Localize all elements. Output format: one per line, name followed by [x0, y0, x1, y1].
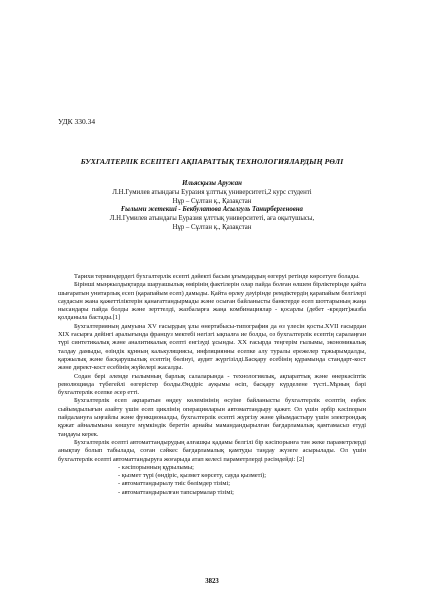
paragraph: Бухгалтерлік есепті автоматтандырудың алғашқы қадамы белгілі бір кәсіпорынға тән жеке параметрлерді анықтау болып табылады, соған сәйкес бағдарламалық қамтуды таңдау жүзеге асырылады. Ол үшін бухгалтерлік есепті автоматтандыруға жоғарыда атап келесі параметрлерді рәсімдейді: [2] — [58, 438, 366, 463]
advisor-city: Нұр – Сұлтан қ., Қазақстан — [172, 223, 252, 231]
author-block — [60, 180, 364, 233]
article-body — [58, 273, 366, 497]
paragraph: Бірінші мыңжылдықтарда шаруашылық өмірінің фактілерін олар пайда болған өлшем бірліктерінде қайта шығаратын унитарлық есеп (қарапайым есеп) дамыды. Қайта өрлеу дәуірінде ремдіктердің қарапайым белгілері саудасын жана қажеттіліктерін қанағаттандырмады және осыған байланысты банктерде есеп шоттарының жаңа нысандары пайда болды және зерттелді, жазбаларға жаңа комбинациялар - қосарлы (дебет -кредит)жазба қолданыла бастады.[1] — [58, 281, 366, 322]
page-number: 3823 — [205, 578, 219, 585]
list-item: - автоматтандырылған тапсырмалар тізімі; — [118, 488, 234, 496]
student-name: Ильясқызы Аружан — [182, 180, 242, 187]
article-title: БУХГАЛТЕРЛІК ЕСЕПТЕГІ АҚПАРАТТЫҚ ТЕХНОЛОГИЯЛАРДЫҢ РӨЛІ — [80, 157, 344, 166]
list-item: - автоматтандырылу тиіс бөлімдер тізімі; — [118, 480, 231, 488]
student-affiliation: Л.Н.Гумилев атындағы Еуразия ұлттық университеті,2 курс студенті — [112, 188, 312, 196]
paragraph: Содан бері әлемде ғылымның барлық салаларында - технологиялық, ақпараттық және өнеркәсіптік революцияда түбегейлі өзгерістер болды.Өндіріс ауқымы өсіп, басқару күрделене түсті..Мұның бәрі бухгалтерлік есепке әсер етті. — [58, 372, 366, 397]
parameter-list — [58, 464, 366, 497]
list-item: - кәсіпорынның құрылымы; — [118, 463, 194, 471]
advisor-name: Ғылыми жетекші - Бекбулатова Асылгуль Танирбергеновна — [121, 206, 303, 214]
student-city: Нұр – Сұлтан қ., Қазақстан — [172, 197, 252, 205]
list-item: - қызмет түрі (өндіріс, қызмет көрсету, сауда қызметі); — [118, 472, 267, 480]
advisor-affiliation: Л.Н.Гумилев атындағы Еуразия ұлттық университеті, аға оқытушысы, — [109, 215, 315, 223]
udk-code: УДК 330.34 — [58, 117, 96, 126]
paragraph: Тарихи терминдердегі бухгалтерлік есепті дәйекті басым ұғымдардың өзгеруі ретінде көрсетуге болады. — [74, 273, 360, 280]
paragraph: Бухгалтерлік есеп ақпаратын өңдеу көлемінінің өсуіне байланысты бухгалтерлік есептің еңбек сыйымдылығын азайту үшін есеп циклінің операцияларын автоматтандыру қажет. Ол үшін әрбір кәсіпорын пайдалануға ыңғайлы және функционалды, бухгалтерлік есепті жүргізу және ұйымдастыру үшін электрондық құжат айналымына көшуге мүмкіндік беретін арнайы мамандандырылған бағдарламалық қамтамасыз етуді таңдауы керек. — [58, 397, 366, 438]
paragraph: Бухгалтерияның дамуына XV ғасырдың ұлы өнертабысы-типография да өз үлесін қосты.XVII ғасырдан XIX ғасырға дейінгі аралығында француз мектебі негізгі ықпалға ие болды, оз бухгалтерлік есептің саралаңған түрі синтетикалық және аналитикалық есепті енгізуді ұсынды. XX ғасырда теңгерім ғылымы, экономикалық талдау дамыды, өзіндік құнның калькуляциясы, инфляциянны есепке алу туралы ережелер тұжырымдалды, қаржылық және басқарушылық есептің бөлінуі, аудит жүргізілді.Басқару есебінің құрамында стандарт-кост және директ-кост есебінің жүйелері жасалды. — [58, 322, 366, 372]
